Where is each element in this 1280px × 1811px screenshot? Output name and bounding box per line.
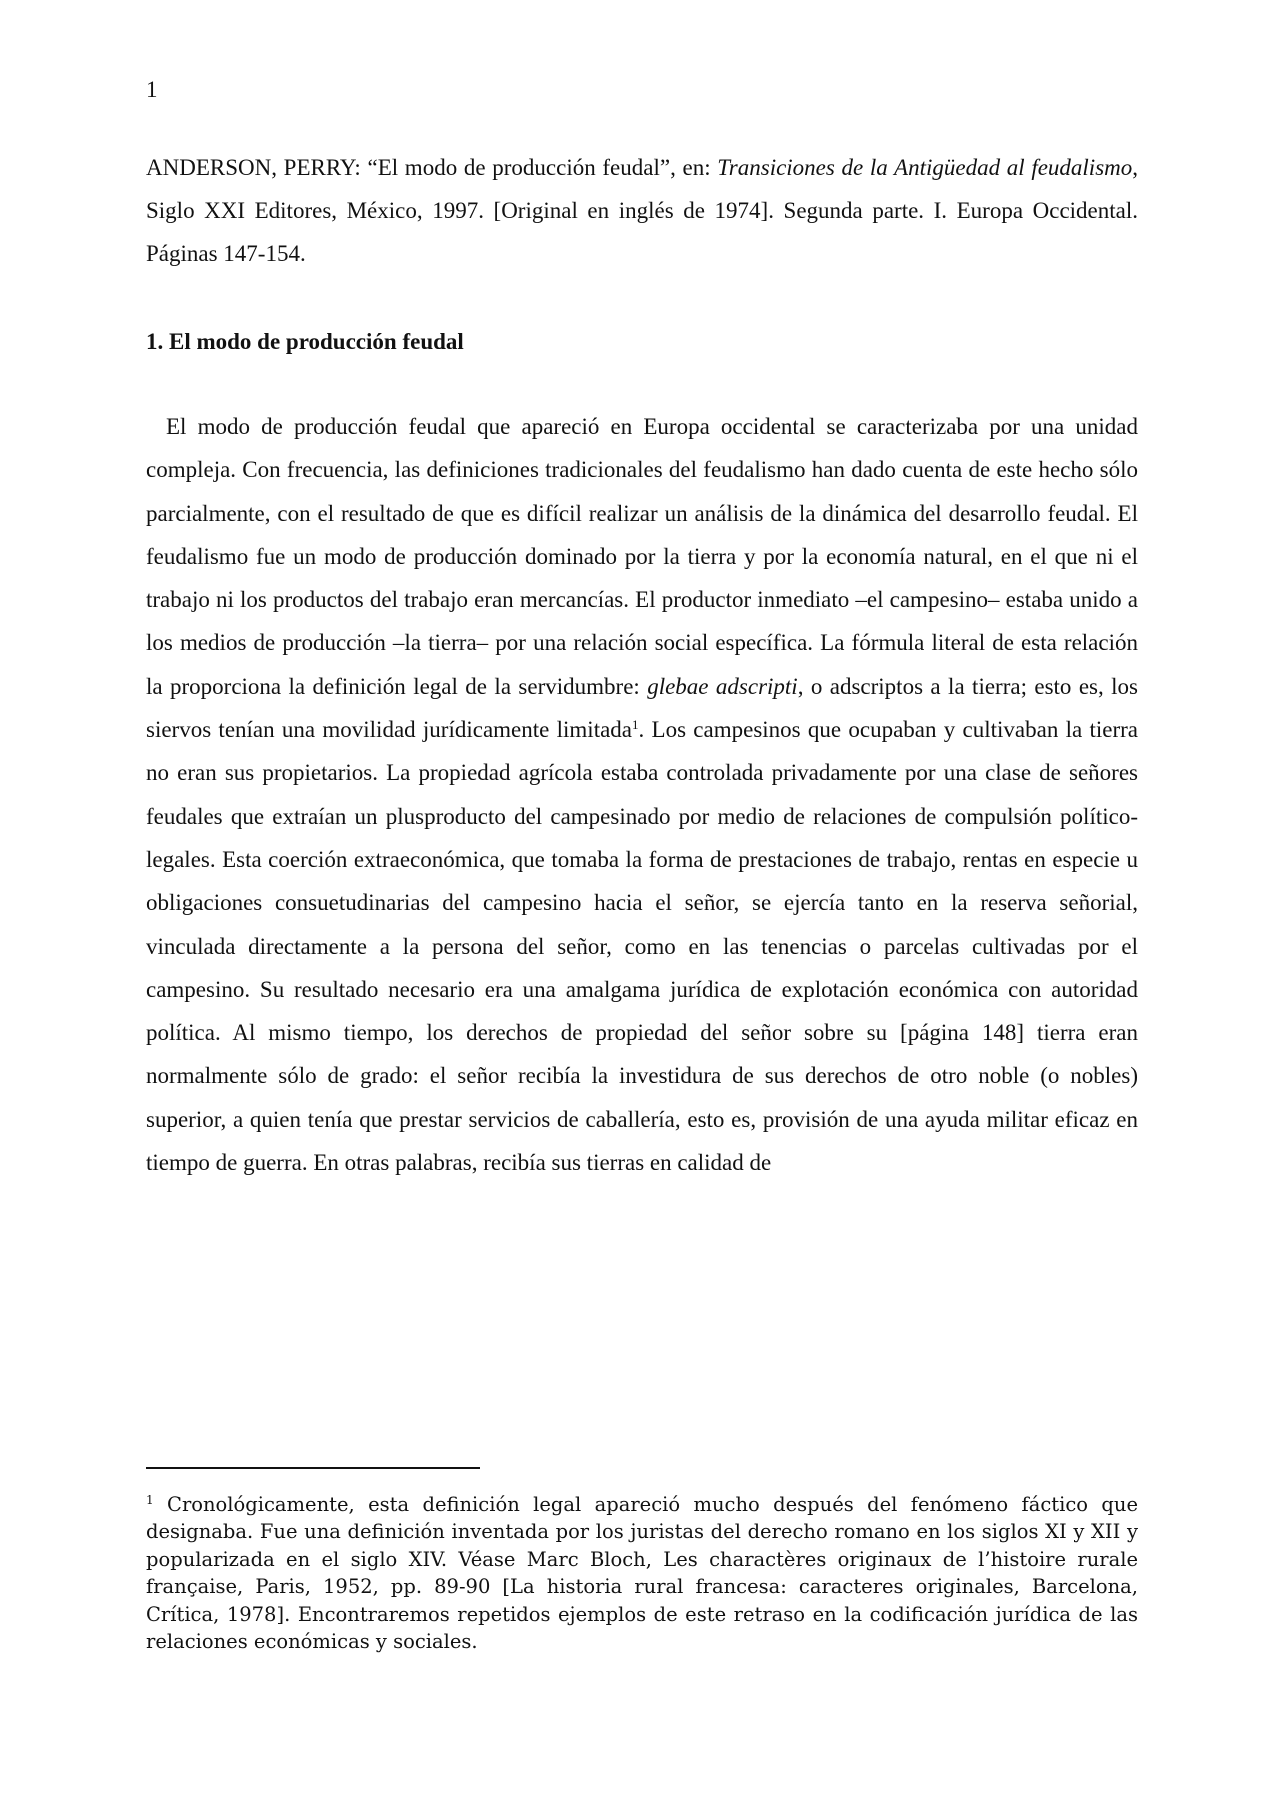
body-paragraph [146,405,1138,1184]
citation-publication: , Siglo XXI Editores, México, 1997. [Original en inglés de 1974]. Segunda parte. I. Europa Occidental. Páginas 147-154. [146,155,1139,266]
body-text-part-2: , o adscriptos a la tierra; esto es, los siervos tenían una movilidad jurídicamente limitada [146,673,1138,743]
citation-chapter: “El modo de producción feudal”, en: [367,155,718,180]
body-text-part-3: . Los campesinos que ocupaban y cultivaban la tierra no eran sus propietarios. La propiedad agrícola estaba controlada privadamente por una clase de señores feudales que extraían un plusproducto del campesinado por medio de relaciones de compulsión político-legales. Esta coerción extraeconómica, que tomaba la forma de prestaciones de trabajo, rentas en especie u obligaciones consuetudinarias del campesino hacia el señor, se ejercía tanto en la reserva señorial, vinculada directamente a la persona del señor, como en las tenencias o parcelas cultivadas por el campesino. Su resultado necesario era una amalgama jurídica de explotación económica con autoridad política. Al mismo tiempo, los derechos de propiedad del señor sobre su [página 148] tierra eran normalmente sólo de grado: el señor recibía la investidura de sus derechos de otro noble (o nobles) superior, a quien tenía que prestar servicios de caballería, esto es, provisión de una ayuda militar eficaz en tiempo de guerra. En otras palabras, recibía sus tierras en calidad de [146,717,1138,1176]
citation-book-title: Transiciones de la Antigüedad al feudalismo [717,155,1133,180]
footnote [146,1491,1138,1655]
section-heading: 1. El modo de producción feudal [146,329,464,354]
citation-authors: ANDERSON, PERRY: [146,155,368,180]
footnote-text: Cronológicamente, esta definición legal apareció mucho después del fenómeno fáctico que designaba. Fue una definición inventada por los juristas del derecho romano en los siglos XI y XII y popularizada en el siglo XIV. Véase Marc Bloch, Les charactères originaux de l’histoire rurale française, Paris, 1952, pp. 89-90 [La historia rural francesa: caracteres originales, Barcelona, Crítica, 1978]. Encontraremos repetidos ejemplos de este retraso en la codificación jurídica de las relaciones económicas y sociales. [146,1493,1138,1654]
body-text-part-1: El modo de producción feudal que apareció en Europa occidental se caracterizaba por una unidad compleja. Con frecuencia, las definiciones tradicionales del feudalismo han dado cuenta de este hecho sólo parcialmente, con el resultado de que es difícil realizar un análisis de la dinámica del desarrollo feudal. El feudalismo fue un modo de producción dominado por la tierra y por la economía natural, en el que ni el trabajo ni los productos del trabajo eran mercancías. El productor inmediato –el campesino– estaba unido a los medios de producción –la tierra– por una relación social específica. La fórmula literal de esta relación la proporciona la definición legal de la servidumbre: [146,414,1138,699]
footnote-reference[interactable]: 1 [632,717,639,733]
latin-term: glebae adscripti [647,673,798,699]
footnote-separator [146,1467,480,1469]
footnote-mark: 1 [146,1493,154,1507]
page-number: 1 [146,77,158,102]
bibliographic-citation [146,146,1138,275]
